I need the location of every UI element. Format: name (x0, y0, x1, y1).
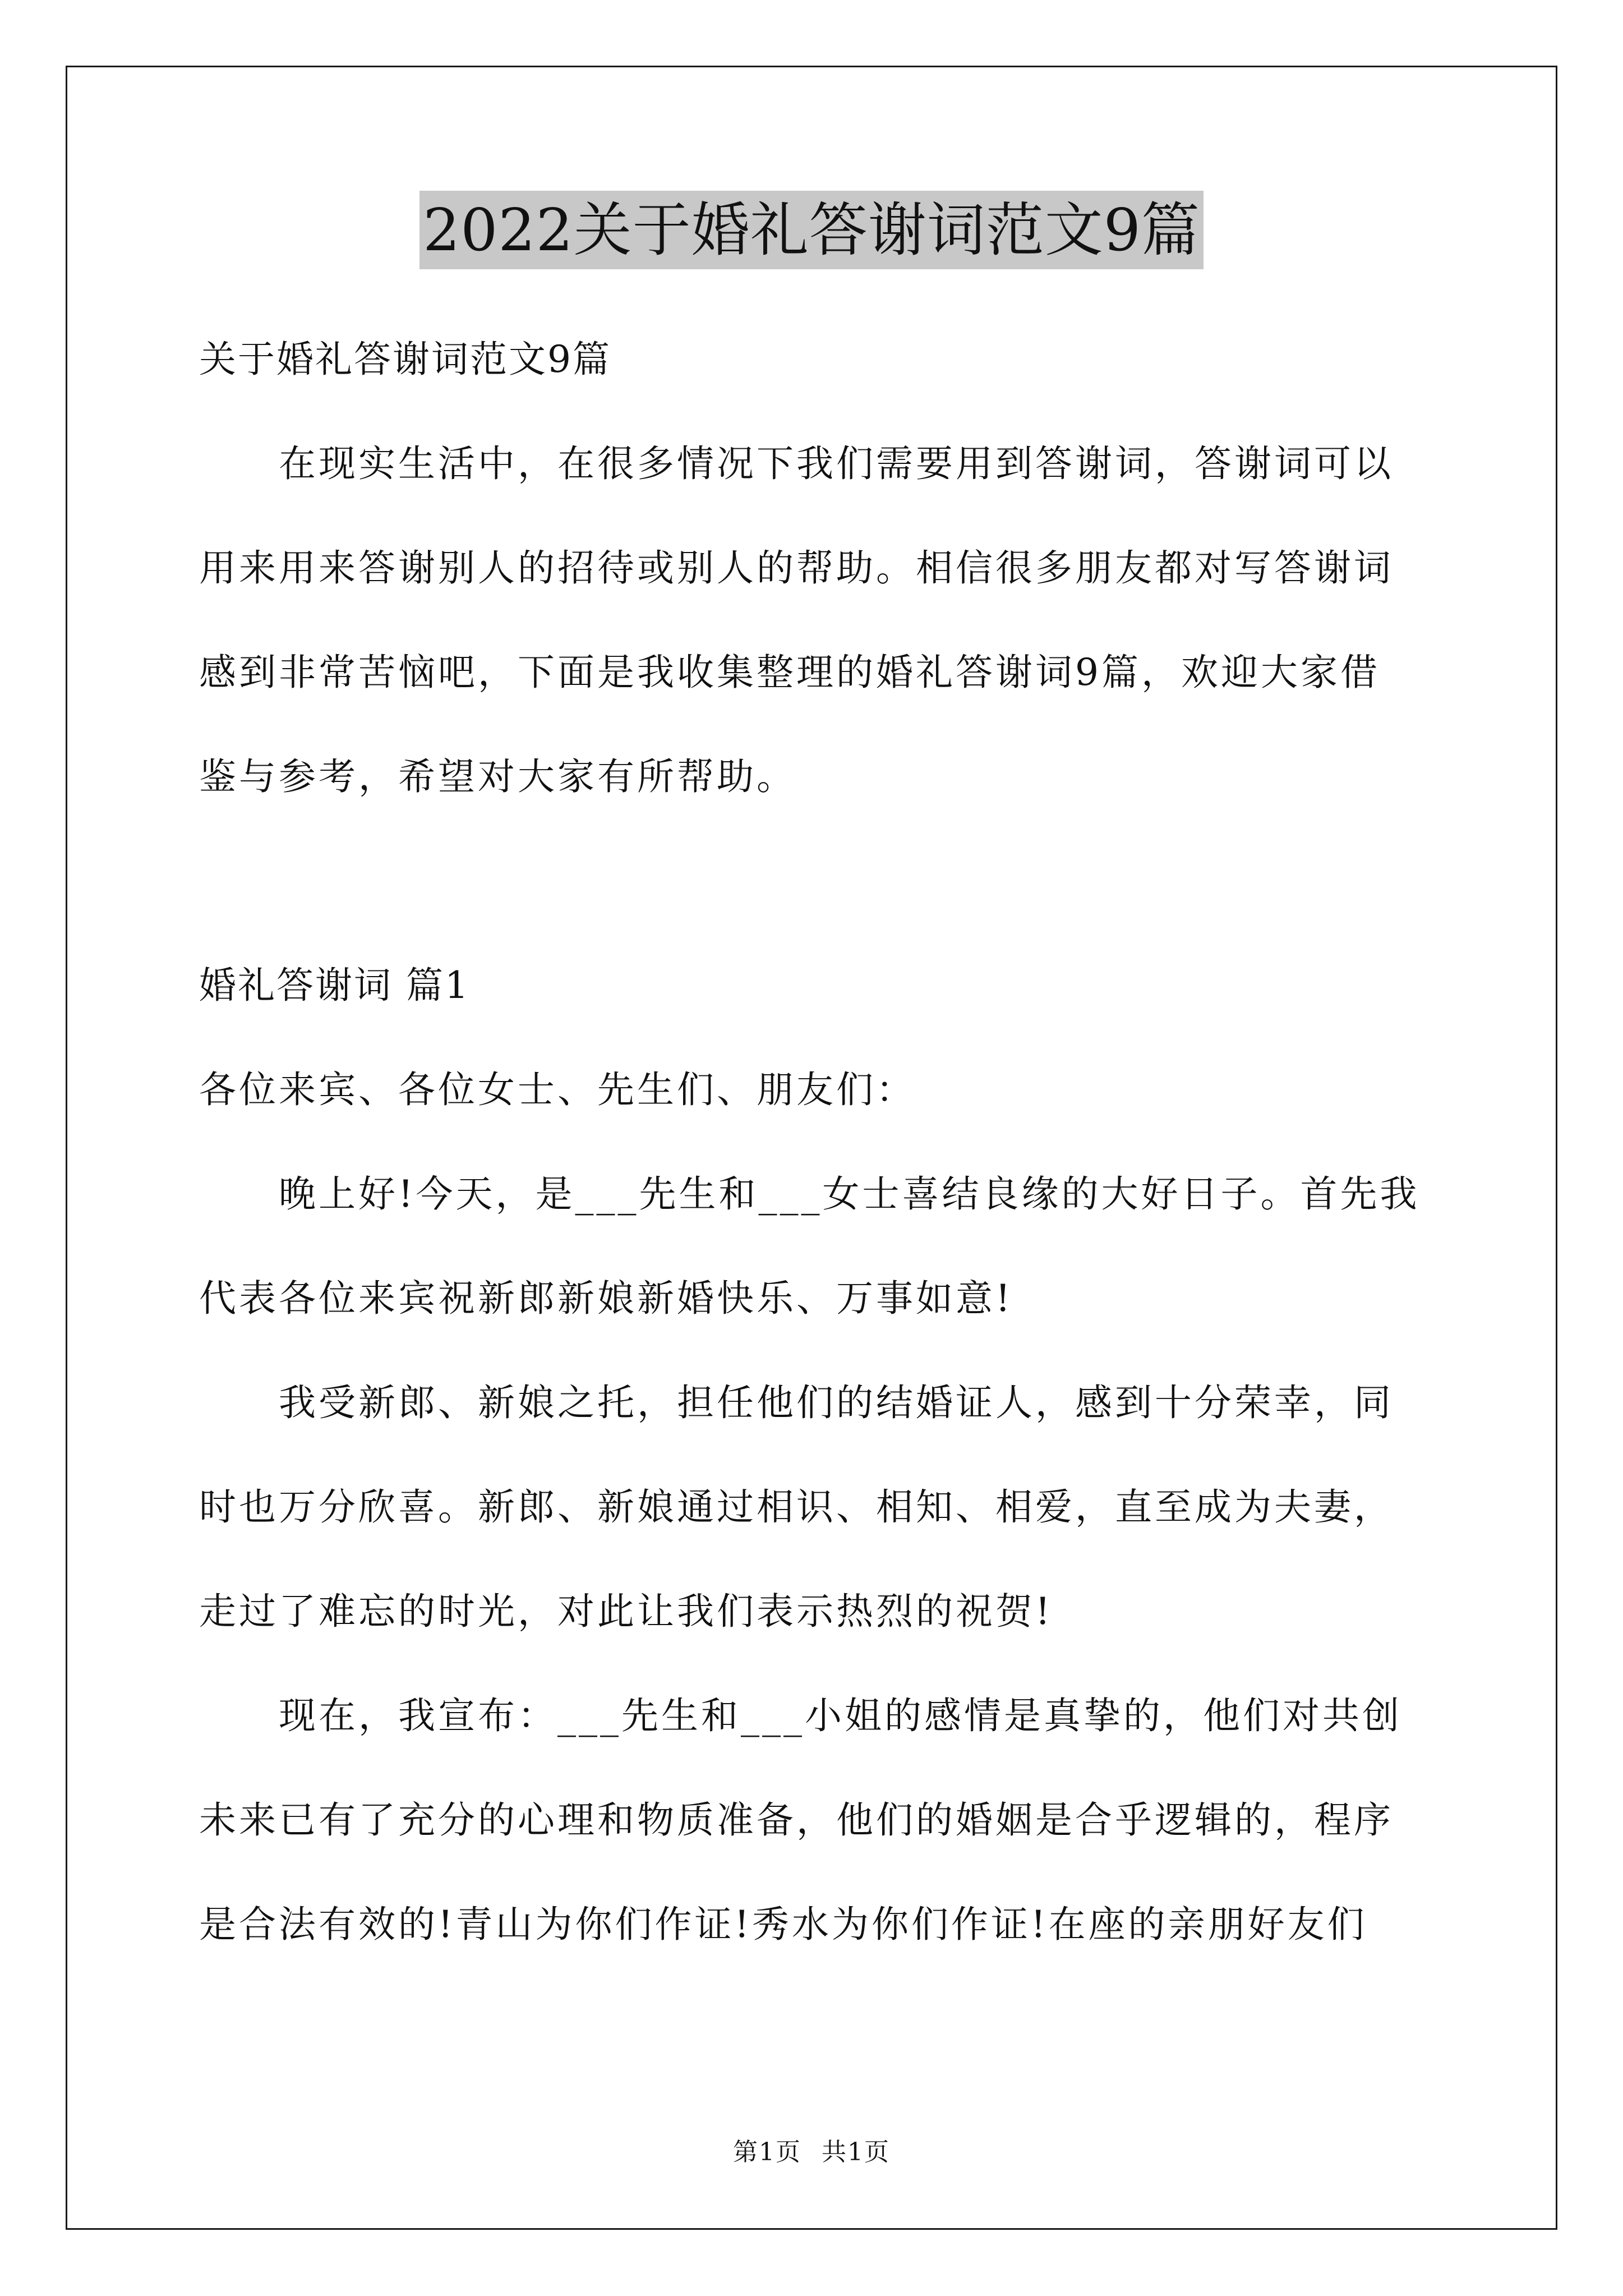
body-line: 走过了难忘的时光，对此让我们表示热烈的祝贺! (199, 1590, 1053, 1633)
intro-line: 感到非常苦恼吧，下面是我收集整理的婚礼答谢词9篇，欢迎大家借 (199, 651, 1380, 694)
body-line: 时也万分欣喜。新郎、新娘通过相识、相知、相爱，直至成为夫妻， (199, 1485, 1394, 1529)
body-line: 代表各位来宾祝新郎新娘新婚快乐、万事如意! (199, 1277, 1013, 1320)
section-heading: 婚礼答谢词 篇1 (199, 964, 470, 1007)
intro-line: 在现实生活中，在很多情况下我们需要用到答谢词，答谢词可以 (199, 442, 1394, 485)
body-line: 各位来宾、各位女士、先生们、朋友们： (199, 1068, 916, 1111)
paragraph-gap (199, 829, 1427, 933)
intro-line: 鉴与参考，希望对大家有所帮助。 (199, 755, 796, 798)
body-line: 晚上好!今天，是___先生和___女士喜结良缘的大好日子。首先我 (199, 1172, 1420, 1216)
page-number: 第1页 (733, 2138, 801, 2166)
body-line: 是合法有效的!青山为你们作证!秀水为你们作证!在座的亲朋好友们 (199, 1903, 1367, 1946)
page-total: 共1页 (822, 2138, 890, 2166)
page-footer (0, 2132, 1623, 2168)
body-line: 我受新郎、新娘之托，担任他们的结婚证人，感到十分荣幸，同 (199, 1381, 1394, 1424)
title-container (0, 191, 1623, 269)
intro-line: 用来用来答谢别人的招待或别人的帮助。相信很多朋友都对写答谢词 (199, 546, 1394, 590)
document-title: 2022关于婚礼答谢词范文9篇 (419, 191, 1204, 269)
document-subtitle: 关于婚礼答谢词范文9篇 (199, 338, 611, 381)
document-body (199, 307, 1427, 1977)
body-line: 未来已有了充分的心理和物质准备，他们的婚姻是合乎逻辑的，程序 (199, 1798, 1394, 1842)
body-line: 现在，我宣布：___先生和___小姐的感情是真挚的，他们对共创 (199, 1694, 1402, 1737)
